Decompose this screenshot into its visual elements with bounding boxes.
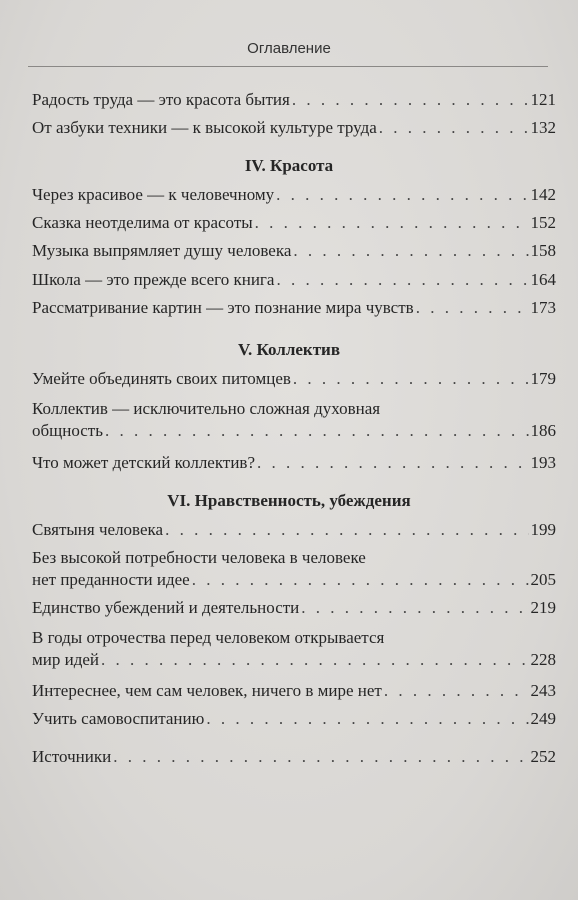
- toc-page-number: 199: [530, 520, 556, 539]
- section-heading: IV. Красота: [244, 156, 334, 175]
- toc-entry-title: Рассматривание картин — это познание мира чувств: [32, 298, 414, 317]
- toc-page-number: 252: [530, 747, 556, 766]
- dot-leader: [105, 420, 529, 442]
- toc-page-number: 219: [530, 598, 556, 617]
- dot-leader: [416, 297, 529, 319]
- dot-leader: [165, 519, 528, 541]
- toc-entry-title-line: В годы отрочества перед человеком открывается: [32, 628, 385, 647]
- toc-entry: [32, 212, 556, 234]
- section-heading: VI. Нравственность, убеждения: [167, 491, 411, 510]
- running-header: Оглавление: [247, 40, 331, 57]
- dot-leader: [257, 452, 529, 474]
- toc-entry: [32, 117, 556, 139]
- toc-entry: [32, 452, 556, 474]
- toc-entry: [32, 368, 556, 390]
- dot-leader: [276, 184, 528, 206]
- toc-entry-title: От азбуки техники — к высокой культуре труда: [32, 118, 377, 137]
- dot-leader: [192, 569, 529, 591]
- toc-entry-title: Единство убеждений и деятельности: [32, 598, 300, 617]
- toc-page-number: 179: [530, 369, 556, 388]
- toc-page-number: 205: [530, 570, 556, 589]
- toc-entry-title: Учить самовоспитанию: [32, 709, 205, 728]
- toc-entry-title: Музыка выпрямляет душу человека: [32, 241, 292, 260]
- toc-entry: [32, 708, 556, 730]
- toc-entry: [32, 627, 556, 671]
- toc-entry-title: Радость труда — это красота бытия: [32, 90, 290, 109]
- toc-entry: [32, 184, 556, 206]
- toc-page-number: 186: [530, 421, 556, 440]
- toc-page-number: 158: [530, 241, 556, 260]
- toc-entry-title: Источники: [32, 747, 112, 766]
- toc-entry: [32, 240, 556, 262]
- toc-entry: [32, 519, 556, 541]
- toc-page-number: 173: [530, 298, 556, 317]
- toc-entry: [32, 269, 556, 291]
- toc-entry-title: Через красивое — к человечному: [32, 185, 275, 204]
- dot-leader: [384, 680, 529, 702]
- toc-entry-title-line: Коллектив — исключительно сложная духовная: [32, 399, 381, 418]
- dot-leader: [292, 89, 529, 111]
- toc-entry: [32, 597, 556, 619]
- toc-entry: [32, 398, 556, 442]
- toc-entry-title: Что может детский коллектив?: [32, 453, 255, 472]
- dot-leader: [255, 212, 529, 234]
- toc-entry-title: мир идей: [32, 650, 99, 669]
- toc-page-number: 121: [530, 90, 556, 109]
- toc-entry-title: Святыня человека: [32, 520, 164, 539]
- toc-entry-title: Сказка неотделима от красоты: [32, 213, 253, 232]
- toc-entry-title: Школа — это прежде всего книга: [32, 270, 275, 289]
- toc-entry: [32, 547, 556, 591]
- dot-leader: [276, 269, 528, 291]
- toc-entry: [32, 680, 556, 702]
- toc-entry-title: нет преданности идее: [32, 570, 190, 589]
- toc-page-number: 243: [530, 681, 556, 700]
- toc-entry-title-line: Без высокой потребности человека в человеке: [32, 548, 366, 567]
- dot-leader: [206, 708, 528, 730]
- toc-page-number: 193: [530, 453, 556, 472]
- dot-leader: [113, 746, 528, 768]
- dot-leader: [379, 117, 529, 139]
- toc-entry: [32, 89, 556, 111]
- toc-page-number: 228: [530, 650, 556, 669]
- toc-entry-title: Умейте объединять своих питомцев: [32, 369, 291, 388]
- header-rule: [28, 66, 548, 67]
- dot-leader: [301, 597, 528, 619]
- toc-entry: [32, 746, 556, 768]
- toc-page-number: 132: [530, 118, 556, 137]
- toc-entry-title: Интереснее, чем сам человек, ничего в мире нет: [32, 681, 382, 700]
- toc-page-number: 164: [530, 270, 556, 289]
- dot-leader: [293, 240, 528, 262]
- dot-leader: [293, 368, 529, 390]
- toc-page-number: 249: [530, 709, 556, 728]
- toc-page-number: 142: [530, 185, 556, 204]
- section-heading: V. Коллектив: [237, 340, 341, 359]
- toc-entry-title: общность: [32, 421, 103, 440]
- toc-entry: [32, 297, 556, 319]
- toc-page-number: 152: [530, 213, 556, 232]
- dot-leader: [101, 649, 529, 671]
